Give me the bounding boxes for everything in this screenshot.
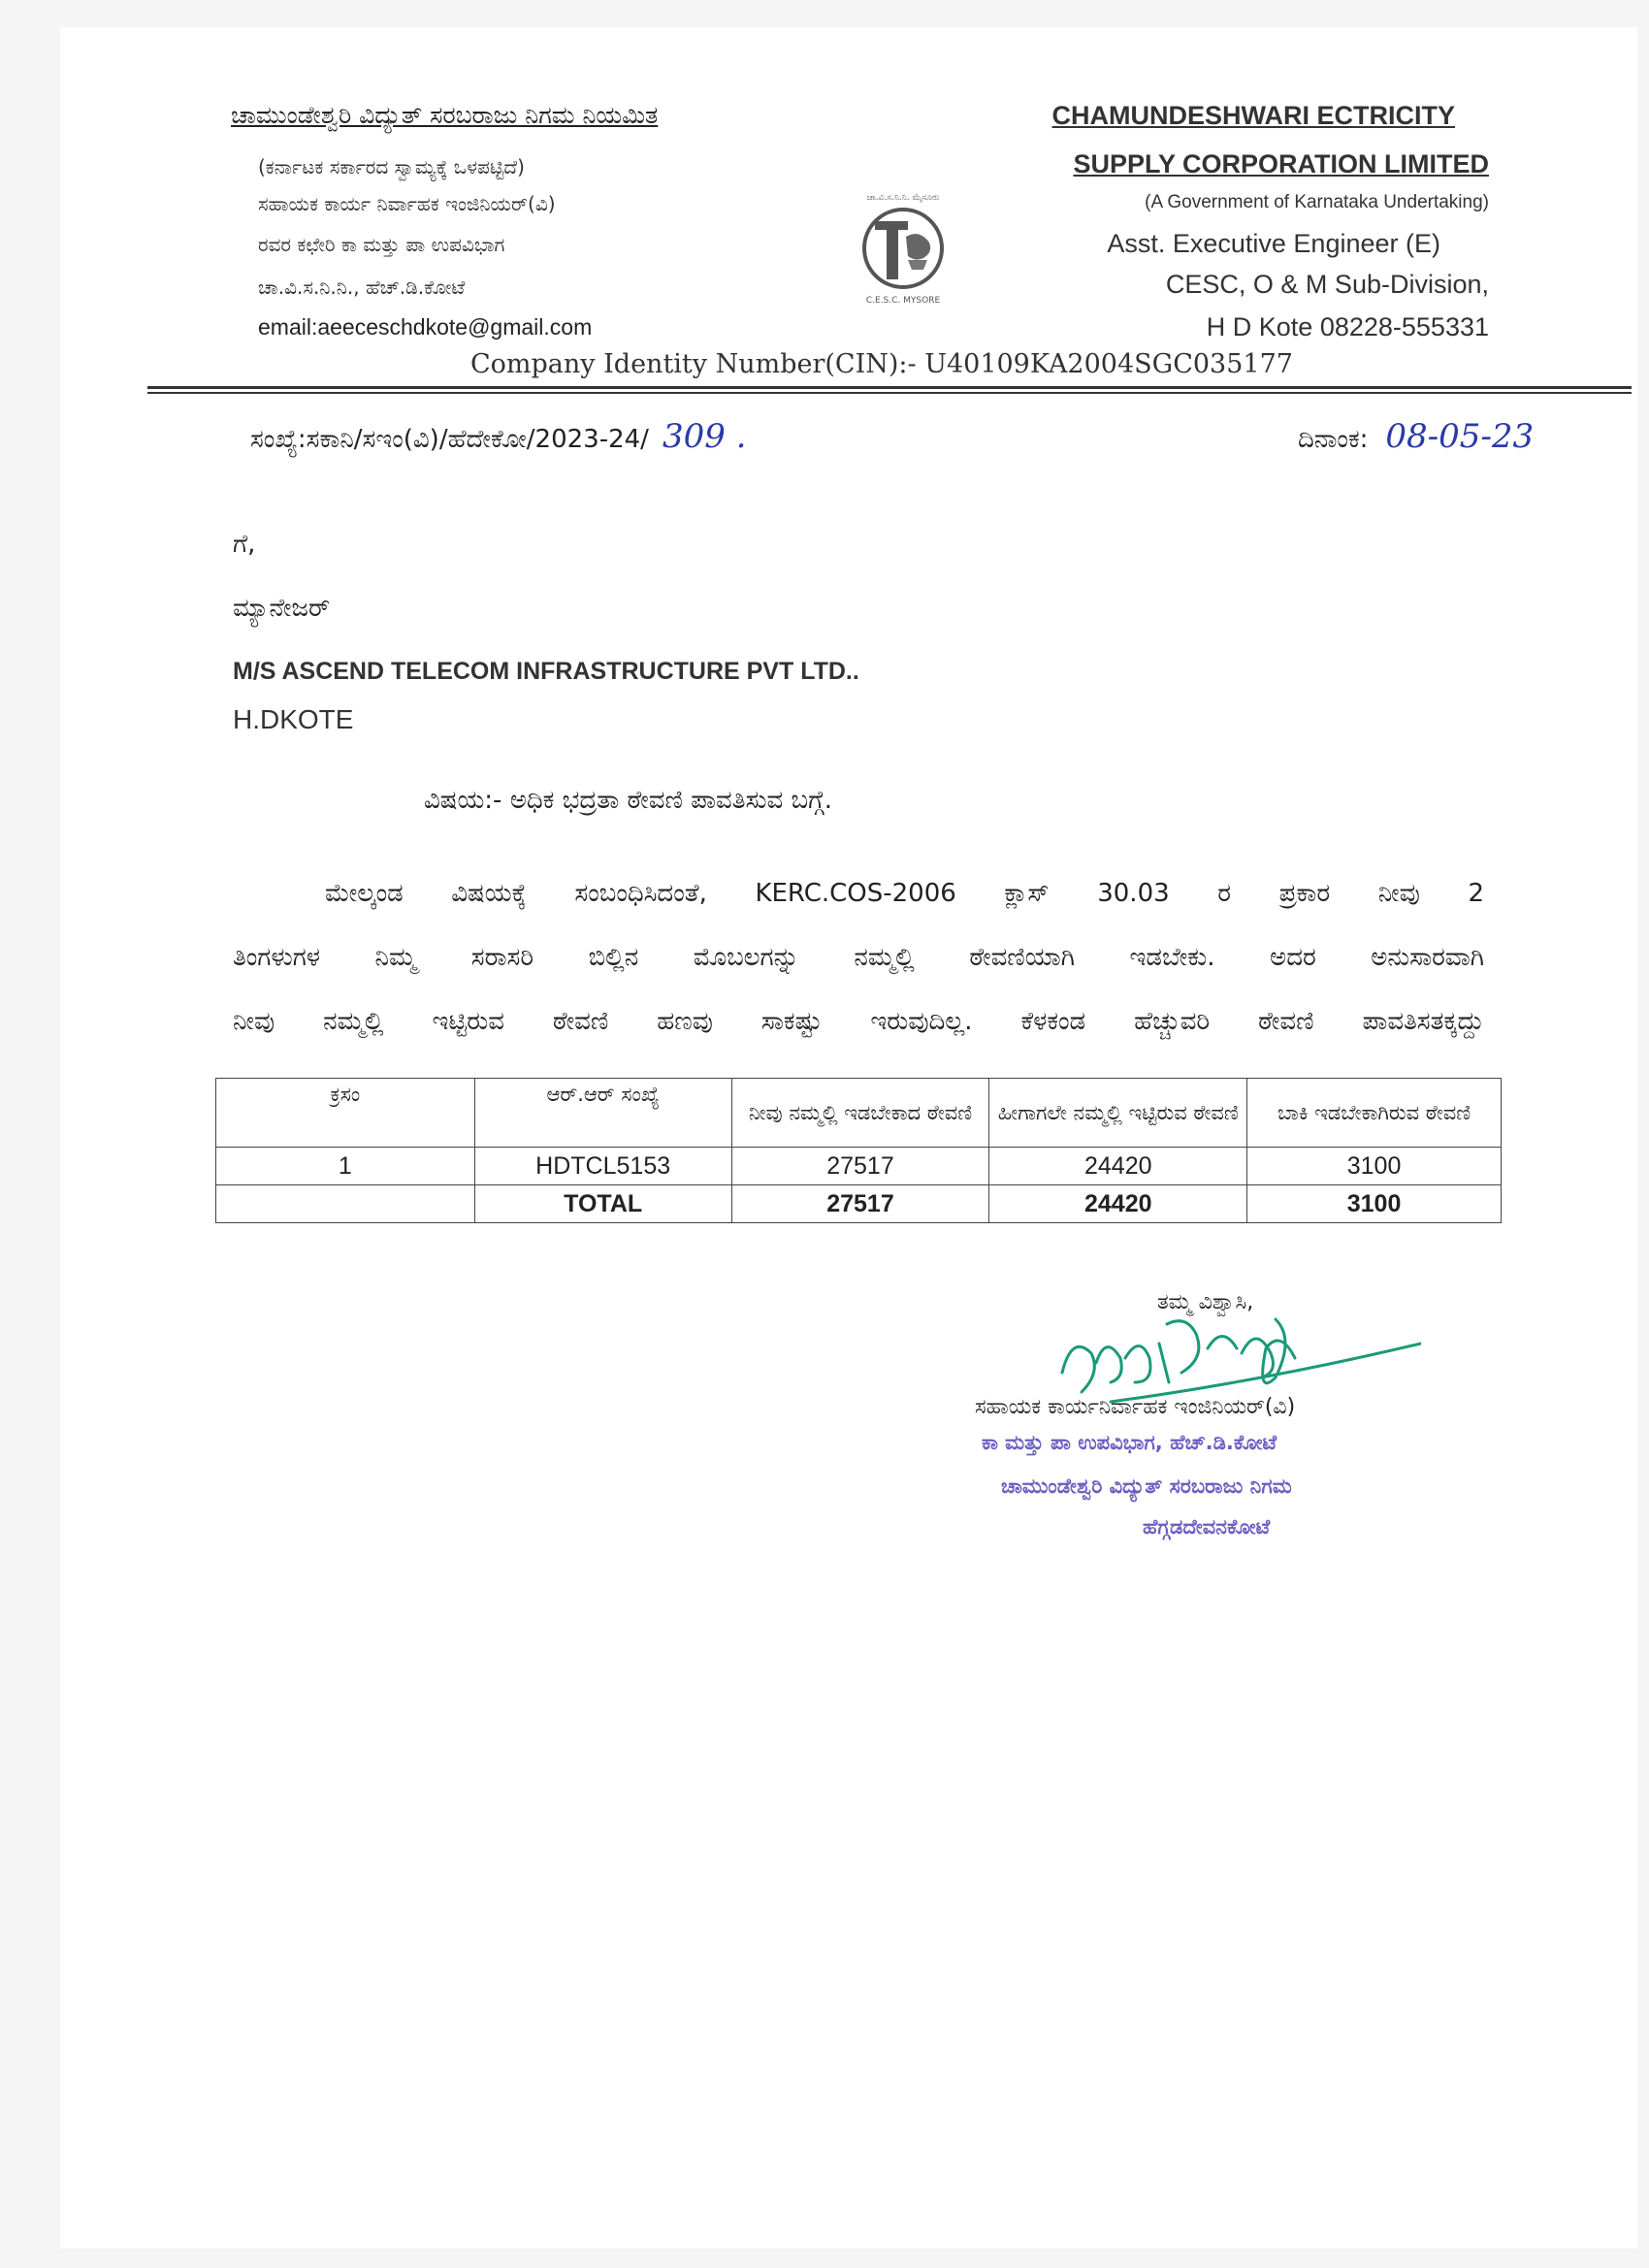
- kannada-header-line: ಚಾ.ವಿ.ಸ.ನಿ.ನಿ., ಹೆಚ್.ಡಿ.ಕೋಟೆ: [258, 275, 466, 299]
- table-cell: [216, 1185, 475, 1223]
- date-handwritten: 08-05-23: [1385, 417, 1535, 456]
- table-header-cell: ಬಾಕಿ ಇಡಬೇಕಾಗಿರುವ ಠೇವಣಿ: [1247, 1079, 1502, 1148]
- recipient-company: M/S ASCEND TELECOM INFRASTRUCTURE PVT LTD..: [233, 658, 859, 685]
- subject-line: ವಿಷಯ:- ಅಧಿಕ ಭದ್ರತಾ ಠೇವಣಿ ಪಾವತಿಸುವ ಬಗ್ಗೆ.: [424, 786, 832, 815]
- recipient-designation: ಮ್ಯಾನೇಜರ್: [233, 594, 331, 623]
- date-label: ದಿನಾಂಕ:: [1298, 425, 1369, 454]
- kannada-header-line: ರವರ ಕಛೇರಿ ಕಾ ಮತ್ತು ಪಾ ಉಪವಿಭಾಗ: [258, 233, 505, 256]
- english-org-name-line2: SUPPLY CORPORATION LIMITED: [1073, 149, 1489, 178]
- table-header-cell: ಹೀಗಾಗಲೇ ನಮ್ಮಲ್ಲಿ ಇಟ್ಟಿರುವ ಠೇವಣಿ: [989, 1079, 1247, 1148]
- table-cell: TOTAL: [474, 1185, 731, 1223]
- reference-prefix: ಸಂಖ್ಯೆ:ಸಕಾನಿ/ಸಇಂ(ವಿ)/ಹೆದೇಕೋ/2023-24/: [250, 425, 649, 454]
- header-divider: [147, 392, 1632, 394]
- kannada-header-line: (ಕರ್ನಾಟಕ ಸರ್ಕಾರದ ಸ್ವಾಮ್ಯಕ್ಕೆ ಒಳಪಟ್ಟಿದೆ): [258, 155, 525, 178]
- logo-text-top: ಚಾ.ವಿ.ಸ.ನಿ.ನಿ. ಮೈಸೂರು: [866, 193, 940, 203]
- paragraph-line: ನೀವು ನಮ್ಮಲ್ಲಿ ಇಟ್ಟಿರುವ ಠೇವಣಿ ಹಣವು ಸಾಕಷ್ಟು ಇರುವುದಿಲ್ಲ. ಕೆಳಕಂಡ ಹೆಚ್ಚುವರಿ ಠೇವಣಿ ಪಾವತಿಸತಕ್ಕದ್ದು: [233, 1007, 1484, 1036]
- english-sub-heading: (A Government of Karnataka Undertaking): [1145, 192, 1489, 212]
- table-cell: 27517: [731, 1148, 989, 1185]
- reference-handwritten-number: 309 .: [662, 417, 747, 456]
- table-cell: 27517: [731, 1185, 989, 1223]
- kannada-header-line: ಸಹಾಯಕ ಕಾರ್ಯ ನಿರ್ವಾಹಕ ಇಂಜಿನಿಯರ್(ವಿ): [258, 192, 556, 215]
- table-header-row: [216, 1079, 1502, 1148]
- english-header-line: Asst. Executive Engineer (E): [1107, 229, 1440, 258]
- deposit-table: [215, 1078, 1502, 1223]
- kannada-org-name: ಚಾಮುಂಡೇಶ್ವರಿ ವಿದ್ಯುತ್ ಸರಬರಾಜು ನಿಗಮ ನಿಯಮಿತ: [231, 101, 659, 129]
- table-cell: 3100: [1247, 1148, 1502, 1185]
- date-line: [1298, 417, 1534, 456]
- recipient-place: H.DKOTE: [233, 704, 354, 734]
- table-cell: 24420: [989, 1185, 1247, 1223]
- recipient-to: ಗೆ,: [233, 530, 256, 559]
- closing-stamp-line: ಹೆಗ್ಗಡದೇವನಕೋಟೆ: [1143, 1515, 1271, 1539]
- english-header-line: CESC, O & M Sub-Division,: [1165, 270, 1489, 299]
- closing-stamp-line: ಚಾಮುಂಡೇಶ್ವರಿ ವಿದ್ಯುತ್ ಸರಬರಾಜು ನಿಗಮ: [1001, 1474, 1292, 1498]
- logo-text-bottom: C.E.S.C. MYSORE: [865, 296, 941, 306]
- table-header-cell: ನೀವು ನಮ್ಮಲ್ಲಿ ಇಡಬೇಕಾದ ಠೇವಣಿ: [731, 1079, 989, 1148]
- english-org-name-line1: CHAMUNDESHWARI ECTRICITY: [1051, 101, 1455, 130]
- table-row: [216, 1148, 1502, 1185]
- closing-office-stamp: ಕಾ ಮತ್ತು ಪಾ ಉಪವಿಭಾಗ, ಹೆಚ್.ಡಿ.ಕೋಟೆ: [982, 1431, 1277, 1454]
- table-header-cell: ಕ್ರಸಂ: [216, 1079, 475, 1148]
- table-cell: HDTCL5153: [474, 1148, 731, 1185]
- english-header-line: H D Kote 08228-555331: [1206, 312, 1489, 341]
- paragraph-line: ಮೇಲ್ಕಂಡ ವಿಷಯಕ್ಕೆ ಸಂಬಂಧಿಸಿದಂತೆ, KERC.COS-2006 ಕ್ಲಾಸ್ 30.03 ರ ಪ್ರಕಾರ ನೀವು 2: [325, 879, 1484, 908]
- cesc-logo-icon: [840, 182, 966, 308]
- table-total-row: [216, 1185, 1502, 1223]
- reference-number: [250, 417, 746, 456]
- table-cell: 24420: [989, 1148, 1247, 1185]
- paragraph-line: ತಿಂಗಳುಗಳ ನಿಮ್ಮ ಸರಾಸರಿ ಬಿಲ್ಲಿನ ಮೊಬಲಗನ್ನು ನಮ್ಮಲ್ಲಿ ಠೇವಣಿಯಾಗಿ ಇಡಬೇಕು. ಅದರ ಅನುಸಾರವಾಗಿ: [233, 943, 1484, 972]
- closing-yours: ತಮ್ಮ ವಿಶ್ವಾಸಿ,: [1157, 1290, 1254, 1314]
- table-cell: 1: [216, 1148, 475, 1185]
- table-cell: 3100: [1247, 1185, 1502, 1223]
- cin-text: Company Identity Number(CIN):- U40109KA2004SGC035177: [470, 349, 1293, 379]
- table-header-cell: ಆರ್.ಆರ್ ಸಂಖ್ಯೆ: [474, 1079, 731, 1148]
- header-divider: [147, 386, 1632, 389]
- email-text: email:aeeceschdkote@gmail.com: [258, 314, 593, 340]
- closing-designation: ಸಹಾಯಕ ಕಾರ್ಯನಿರ್ವಾಹಕ ಇಂಜಿನಿಯರ್(ವಿ): [975, 1395, 1296, 1419]
